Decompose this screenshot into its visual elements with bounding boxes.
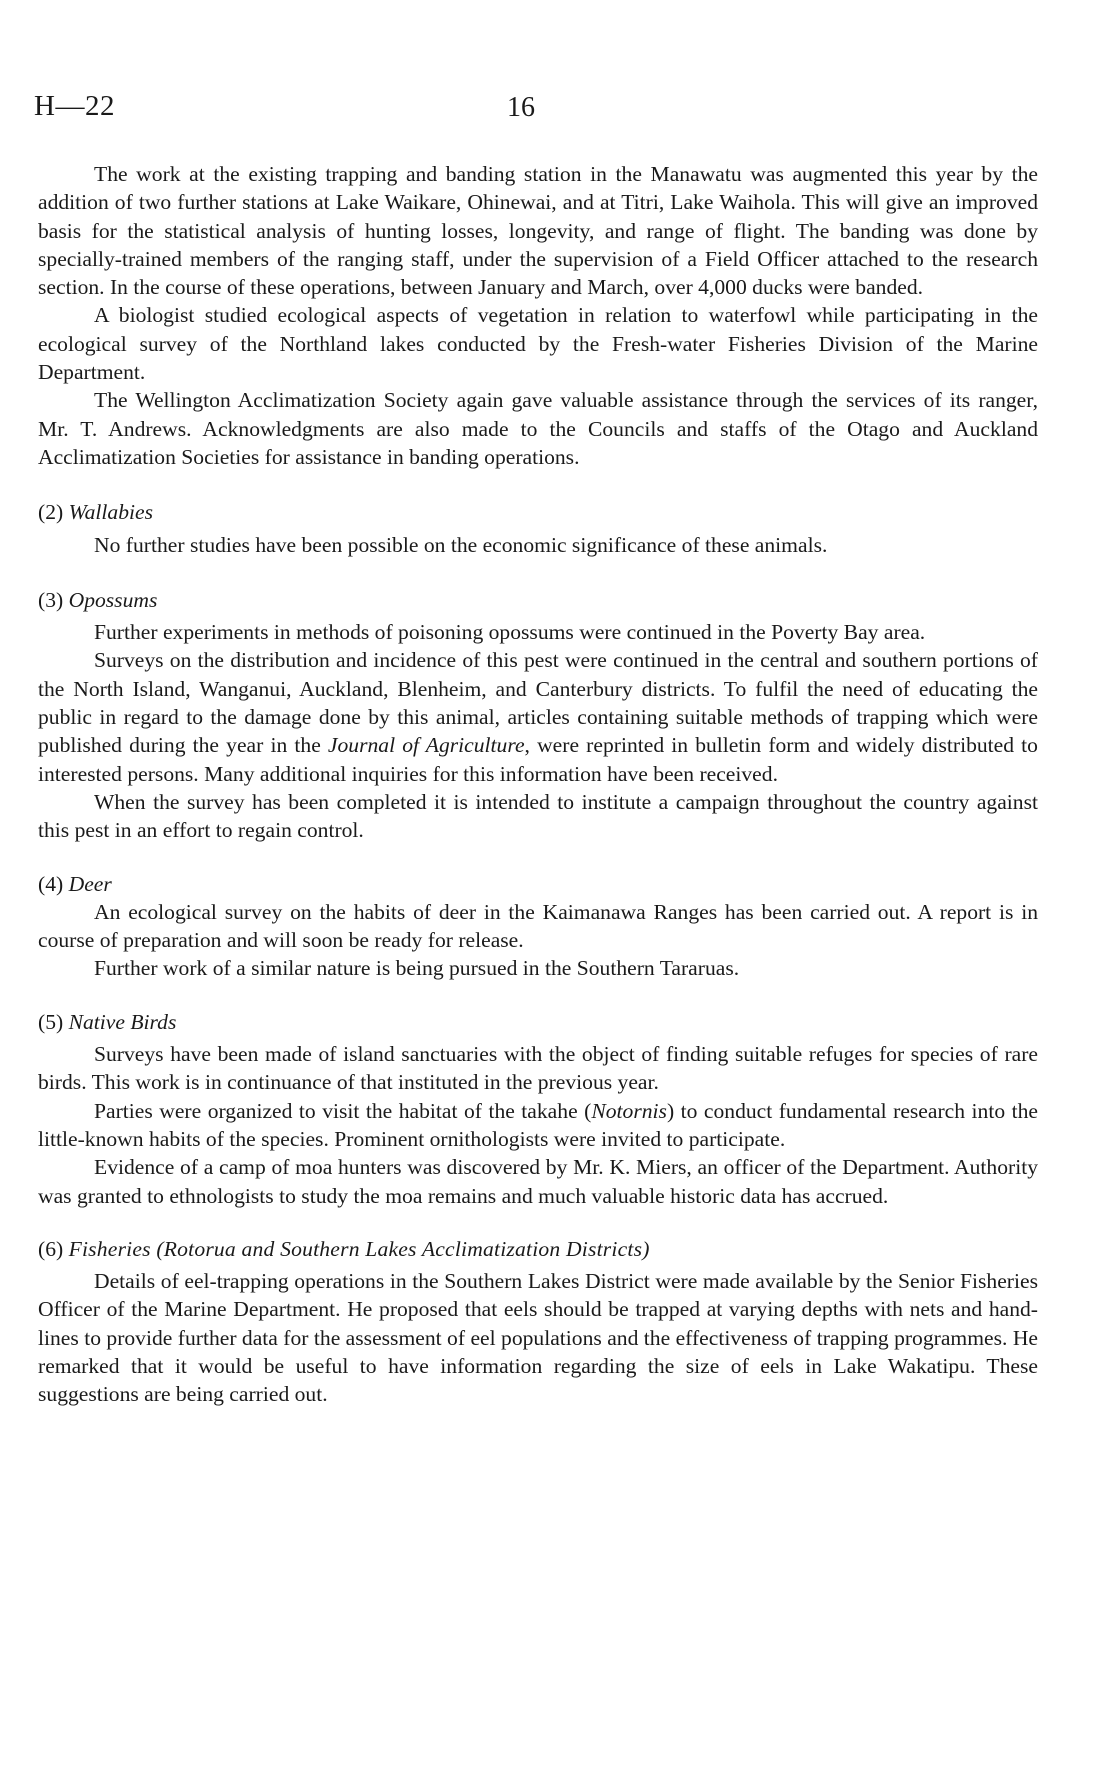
section-heading-opossums: (3) Opossums: [38, 587, 158, 612]
paragraph: When the survey has been completed it is intended to institute a campaign throughout the country against this pest in an effort to regain control.: [38, 789, 1038, 843]
species-name: Notornis: [591, 1098, 667, 1123]
section-heading-wallabies: (2) Wallabies: [38, 500, 153, 525]
paragraph: The work at the existing trapping and banding station in the Manawatu was augmented this year by the addition of two further stations at Lake Waikare, Ohinewai, and at Titri, Lake Waihola. This will give an improved basis for the statistical analysis of hunting losses, longevity, and range of flight. The banding was done by specially-trained members of the ranging staff, under the supervision of a Field Officer attached to the research section. In the course of these operations, between January and March, over 4,000 ducks were banded.: [38, 162, 1038, 300]
paragraph: Evidence of a camp of moa hunters was discovered by Mr. K. Miers, an officer of the Department. Authority was granted to ethnologists to study the moa remains and much valuable historic data has accrued.: [38, 1155, 1038, 1208]
section-heading-deer: (4) Deer: [38, 871, 112, 896]
paragraph: Details of eel-trapping operations in the Southern Lakes District were made available by the Senior Fisheries Officer of the Marine Department. He proposed that eels should be trapped at varying depths with nets and hand-lines to provide further data for the assessment of eel populations and the effectiveness of trapping programmes. He remarked that it would be useful to have information regarding the size of eels in Lake Wakatipu. These suggestions are being carried out.: [38, 1269, 1038, 1407]
paragraph: An ecological survey on the habits of deer in the Kaimanawa Ranges has been carried out. A report is in course of preparation and will soon be ready for release.: [38, 899, 1038, 953]
journal-title: Journal of Agriculture: [327, 733, 525, 758]
paragraph: Parties were organized to visit the habitat of the takahe (Notornis) to conduct fundamental research into the little-known habits of the species. Prominent ornithologists were invited to participate.: [38, 1098, 1038, 1151]
report-code: H—22: [34, 90, 115, 122]
page-number: 16: [507, 92, 535, 123]
paragraph: Further experiments in methods of poisoning opossums were continued in the Poverty Bay area.: [94, 620, 926, 645]
paragraph: Further work of a similar nature is being pursued in the Southern Tararuas.: [94, 956, 740, 981]
paragraph: Surveys have been made of island sanctuaries with the object of finding suitable refuges for species of rare birds. This work is in continuance of that instituted in the previous year.: [38, 1042, 1038, 1095]
section-heading-fisheries: (6) Fisheries (Rotorua and Southern Lakes Acclimatization Districts): [38, 1236, 650, 1261]
paragraph: The Wellington Acclimatization Society again gave valuable assistance through the services of its ranger, Mr. T. Andrews. Acknowledgments are also made to the Councils and staffs of the Otago and Auckland Acclimatization Societies for assistance in banding operations.: [38, 388, 1038, 469]
page-body: [38, 160, 1038, 1409]
section-heading-native-birds: (5) Native Birds: [38, 1009, 177, 1034]
paragraph: A biologist studied ecological aspects of vegetation in relation to waterfowl while participating in the ecological survey of the Northland lakes conducted by the Fresh-water Fisheries Division of the Marine Department.: [38, 303, 1038, 385]
paragraph: No further studies have been possible on the economic significance of these animals.: [94, 532, 828, 557]
paragraph: Surveys on the distribution and incidence of this pest were continued in the central and southern portions of the North Island, Wanganui, Auckland, Blenheim, and Canterbury districts. To fulfil the need of educating the public in regard to the damage done by this animal, articles containing suitable methods of trapping which were published during the year in the Journal of Agriculture, were reprinted in bulletin form and widely distributed to interested persons. Many additional inquiries for this information have been received.: [38, 648, 1038, 786]
